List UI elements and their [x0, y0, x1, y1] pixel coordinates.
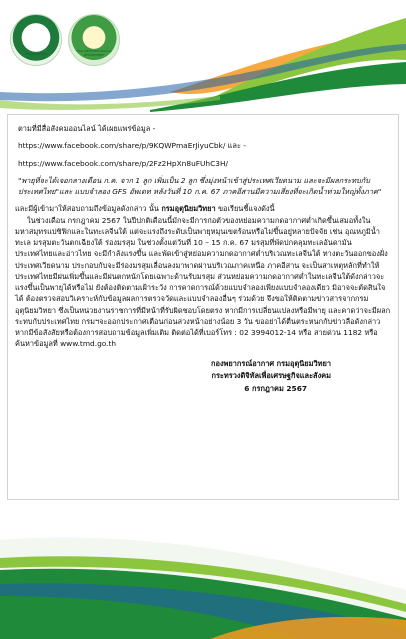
announcement-body: [7, 114, 399, 500]
lead-sentence: [15, 203, 391, 214]
logo-right-text: THAI METEOROLOGICAL DEPARTMENT: [76, 49, 112, 57]
intro-line: ตามที่มีสื่อสังคมออนไลน์ ได้เผยแพร่ข้อมูล -: [18, 124, 156, 133]
signature-ministry: กระทรวงดิจิทัลเพื่อเศรษฐกิจและสังคม: [211, 371, 331, 381]
main-paragraph: ในช่วงเดือน กรกฎาคม 2567 ในปีปกติเดือนนี้มักจะมีการก่อตัวของหย่อมความกดอากาศต่ำเกิดขึ้นเสมอทั้งในมหาสมุทรแปซิฟิกและในทะเลจีนใต้ แต่จะแรงถึงระดับเป็นพายุหมุนเขตร้อนหรือไม่ขึ้นอยู่หลายปัจจัย เช่น อุณหภูมิน้ำทะเล มรสุมตะวันตกเฉียงใต้ ร่องมรสุม ในช่วงตั้งแต่วันที่ 10 – 15 ก.ค. 67 มรสุมที่พัดปกคลุมทะเลอันดามัน ประเทศไทยและอ่าวไทย จะมีกำลังแรงขึ้น และพัดเข้าสู่หย่อมความกดอากาศต่ำบริเวณทะเลจีนใต้ ทางตะวันออกของฝั่งประเทศเวียดนาม ประกอบกับจะมีร่องมรสุมเลื่อนลงมาพาดผ่านบริเวณภาคเหนือ ภาคอีสาน จะเป็นสาเหตุหลักที่ทำให้ประเทศไทยมีฝนเพิ่มขึ้นและมีฝนตกหนักโดยเฉพาะด้านรับมรสุม ส่วนหย่อมความกดอากาศต่ำในทะเลจีนใต้ดังกล่าวจะแรงขึ้นเป็นพายุได้หรือไม่ ยังต้องติดตามเฝ้าระวัง การคาดการณ์ด้วยแบบจำลองเพียงแบบจำลองเดียว มิอาจจะตัดสินใจได้ ต้องตรวจสอบวิเคราะห์กับข้อมูลผลการตรวจวัดและแบบจำลองอื่นๆ ร่วมด้วย จึงขอให้ติดตามข่าวสารจากกรมอุตุนิยมวิทยา ซึ่งเป็นหน่วยงานราชการที่มีหน้าที่รับผิดชอบโดยตรง หากมีการเปลี่ยนแปลงหรือมีพายุ และคาดว่าจะมีผลกระทบกับประเทศไทย กรมฯจะออกประกาศเตือนก่อนล่วงหน้าอย่างน้อย 3 วัน ขออย่าได้ตื่นตระหนกกับข่าวลือดังกล่าว หากมีข้อสังสัยหรือต้องการสอบถามข้อมูลเพิ่มเติม ติดต่อได้ที่เบอร์โทร : 02 3994012-14 หรือ สายด่วน 1182 หรือค้นหาข้อมูลที่ www.tmd.go.th: [15, 215, 391, 349]
facebook-link-1[interactable]: https://www.facebook.com/share/p/9KQWPmaErJiyuCbk/ และ -: [18, 141, 246, 151]
footer-wave-graphic: [0, 500, 406, 639]
logo-left-text: กรมอุตุนิยมวิทยา: [24, 52, 48, 56]
header-banner: [0, 0, 406, 112]
signature-block: [15, 358, 391, 396]
facebook-link-2[interactable]: https://www.facebook.com/share/p/2Fz2HpXn8uFUhC3H/: [18, 158, 229, 168]
lead-after: ขอเรียนชี้แจงดังนี้: [215, 204, 275, 214]
lead-dept: กรมอุตุนิยมวิทยา: [161, 204, 216, 214]
signature-date: 6 กรกฎาคม 2567: [244, 383, 307, 393]
rumor-quote: "พายุที่จะได้เจอกลางเดือน ก.ค. จาก 1 ลูก เพิ่มเป็น 2 ลูก ซึ่งมุ่งหน้าเข้าสู่ประเทศเวียดนาม และจะมีผลกระทบกับประเทศไทย"และ แบบจำลอง GFS อัพเดท หลังวันที่ 10 ก.ค. 67 ภาคอีสานมีความเสี่ยงที่จะเกิดน้ำท่วมใหญ่ทั้งภาค": [18, 175, 382, 196]
tmd-logo-right: [68, 14, 120, 66]
tmd-logo-left: [10, 14, 62, 66]
intro-section: [15, 123, 391, 197]
lead-before: และมีผู้เข้ามาให้สอบถามถึงข้อมูลดังกล่าว นั้น: [15, 204, 162, 214]
signature-dept: กองพยากรณ์อากาศ กรมอุตุนิยมวิทยา: [211, 358, 331, 368]
footer-banner: [0, 500, 406, 639]
